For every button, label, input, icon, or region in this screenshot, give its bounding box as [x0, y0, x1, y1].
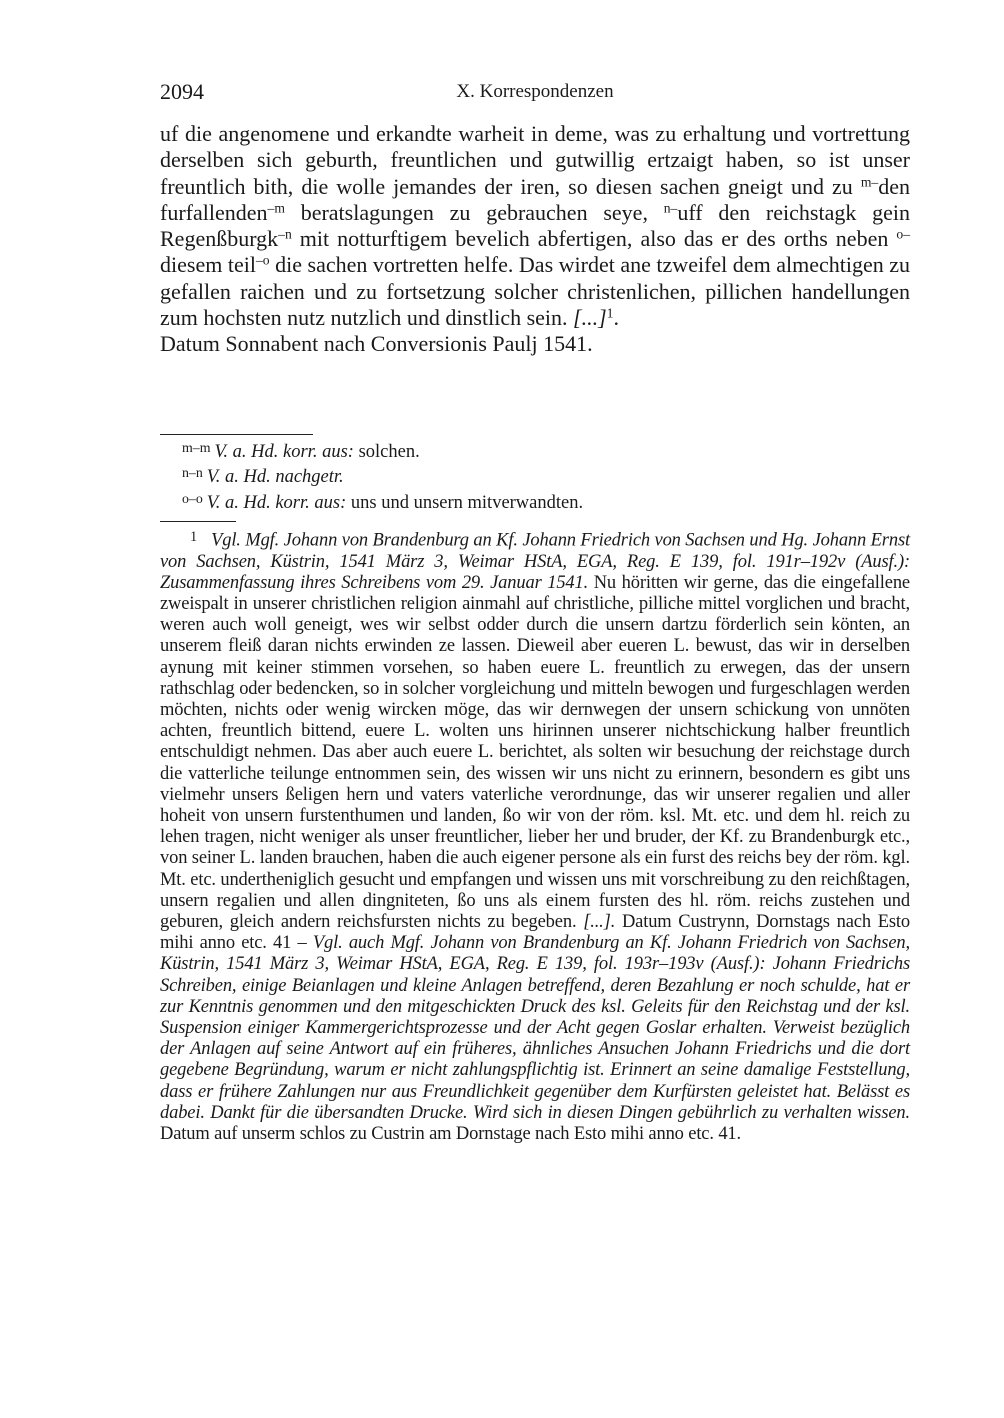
letter-body: [160, 121, 910, 331]
footnote-number: 1: [190, 529, 198, 545]
apparatus-entry: [160, 438, 910, 463]
letter-dating: Datum Sonnabent nach Conversionis Paulj 1541.: [160, 331, 593, 357]
footnote-text: Nu höritten wir gerne, das die eingefallene zweispalt in unserer christlichen religion ainmahl auf christliche, pilliche mittel vorglichen und bracht, weren auch woll geneigt, wes wir selbst odder durch die unsern dartzu förderlich sein könten, an unserem fleiß daran nichts erwinden ze lassen. Dieweil aber eueren L. bewust, das wir in derselben aynung mit keiner stimmen vorsehen, so haben euere L. freuntlich zu erwegen, das der unsern rathschlag oder bedencken, so in solcher vorgleichung und mitteln bewogen und furgeschlagen werden möchten, nichts oder wenig wircken möge, das wir dernwegen der unsern schickung von unnöten achten, freuntlich bittend, euere L. wolten uns hirinnen unserer nichtschickung halber freuntlich entschuldigt nehmen. Das aber auch euere L. berichtet, als solten wir besuchung der reichstage durch die vatterliche teilunge entnommen sein, des wissen wir uns nicht zu erinnern, besondern es gibt uns vielmehr unsers ßeligen hern und vaters vaterliche verordnunge, das wir unserer regalien und aller hoheit von unsern furstenthumen und landen, ßo wir von der röm. ksl. Mt. etc. und dem hl. reich zu lehen tragen, nicht weniger als unser freuntlicher, lieber her und bruder, der Kf. zu Brandenburgk etc., von seiner L. landen brauchen, haben die auch eigener persone als ein furst des reichs bey der röm. kgl. Mt. etc. undertheniglich gesucht und empfangen und wissen uns mit vorschreibung zu den reichßtagen, unsern regalien und allen dingniteten, ßo uns als einem fursten des hl. röm. reichs zustehen und geburen, gleich andern reichsfursten nichts zu begeben.: [160, 572, 910, 932]
apparatus-note: V. a. Hd. korr. aus:: [206, 492, 347, 513]
text-segment: .: [613, 305, 619, 331]
apparatus-siglum: m–m: [182, 441, 211, 456]
apparatus-note: V. a. Hd. korr. aus:: [214, 441, 354, 462]
apparatus-entry: [160, 489, 910, 514]
variant-mark: n–: [663, 200, 678, 216]
footnote-text: Datum Custrynn, Dornstags nach Esto mihi anno etc. 41 –: [160, 911, 910, 954]
text-segment: diesem teil: [160, 252, 256, 278]
footnote-italic: Vgl. Mgf. Johann von Brandenburg an Kf. Johann Friedrich von Sachsen und Hg. Johann Ernst von Sachsen, Küstrin, 1541 März 3, Weimar HStA, EGA, Reg. E 139, fol. 191r–192v (Ausf.): Zusammenfassung ihres Schreibens vom 29. Januar 1541.: [160, 530, 910, 593]
footnote-text: Datum auf unserm schlos zu Custrin am Dornstage nach Esto mihi anno etc. 41.: [160, 1124, 741, 1145]
footnote-separator: [160, 521, 236, 522]
apparatus-separator: [160, 434, 313, 435]
main-text: [160, 121, 910, 358]
footnote: [160, 527, 910, 1145]
footnote-italic: [...].: [583, 911, 616, 932]
ellipsis: [...]: [573, 305, 607, 331]
running-head: X. Korrespondenzen: [456, 81, 614, 102]
apparatus-text: uns und unsern mitverwandten.: [346, 492, 584, 513]
text-segment: beratslagungen zu gebrauchen seye,: [284, 199, 664, 225]
variant-mark: –n: [278, 226, 292, 242]
variant-mark: –m: [267, 200, 285, 216]
page-number: 2094: [160, 79, 204, 104]
apparatus-siglum: n–n: [182, 466, 203, 482]
footnote-italic: Vgl. auch Mgf. Johann von Brandenburg an Kf. Johann Friedrich von Sachsen, Küstrin, 1541 März 3, Weimar HStA, EGA, Reg. E 139, fol. 193r–193v (Ausf.): Johann Friedrichs Schreiben, einige Beianlagen und kleine Anlagen betreffend, deren Bezahlung er noch schulde, hat er zur Kenntnis genommen und den mitgeschickten Druck des ksl. Geleits für den Reichstag und der ksl. Suspension einiger Kammergerichtsprozesse und der Acht gegen Goslar erhalten. Verweist bezüglich der Anlagen auf seine Antwort auf ein früheres, ähnliches Ansuchen Johann Friedrichs und die dort gegebene Begründung, warum er nicht zahlungspflichtig ist. Erinnert an seine damalige Feststellung, dass er frühere Zahlungen nur aus Freundlichkeit gegenüber dem Kurfürsten geleistet hat. Belässt es dabei. Dankt für die übersandten Drucke. Wird sich in diesen Dingen gebührlich zu verhalten wissen.: [160, 933, 910, 1123]
critical-apparatus: [160, 438, 910, 514]
apparatus-note: V. a. Hd. nachgetr.: [206, 467, 344, 488]
text-segment: den furfallenden: [160, 173, 910, 225]
variant-mark: –o: [255, 252, 270, 268]
apparatus-entry: [160, 463, 910, 488]
text-segment: die sachen vortretten helfe. Das wirdet ane tzweifel dem almechtigen zu gefallen raichen und zu fortsetzung solcher christenlichen, pillichen handellungen zum hochsten nutz nutzlich und dinstlich sein.: [160, 252, 910, 331]
apparatus-text: solchen.: [353, 441, 420, 462]
variant-mark: o–: [896, 226, 910, 242]
variant-mark: m–: [860, 174, 879, 190]
text-segment: uff den reichstagk gein Regenßburgk: [160, 199, 910, 252]
text-segment: uf die angenomene und erkandte warheit in deme, was zu erhaltung und vortrettung derselben sich geburth, freuntlichen und gutwillig ertzaigt haben, so ist unser freuntlich bith, die wolle jemandes der iren, so diesen sachen gneigt und zu: [160, 121, 910, 199]
apparatus-siglum: o–o: [182, 491, 203, 507]
footnote-reference[interactable]: 1: [606, 305, 614, 321]
text-segment: mit notturftigem bevelich abfertigen, also das er des orths neben: [291, 226, 897, 252]
